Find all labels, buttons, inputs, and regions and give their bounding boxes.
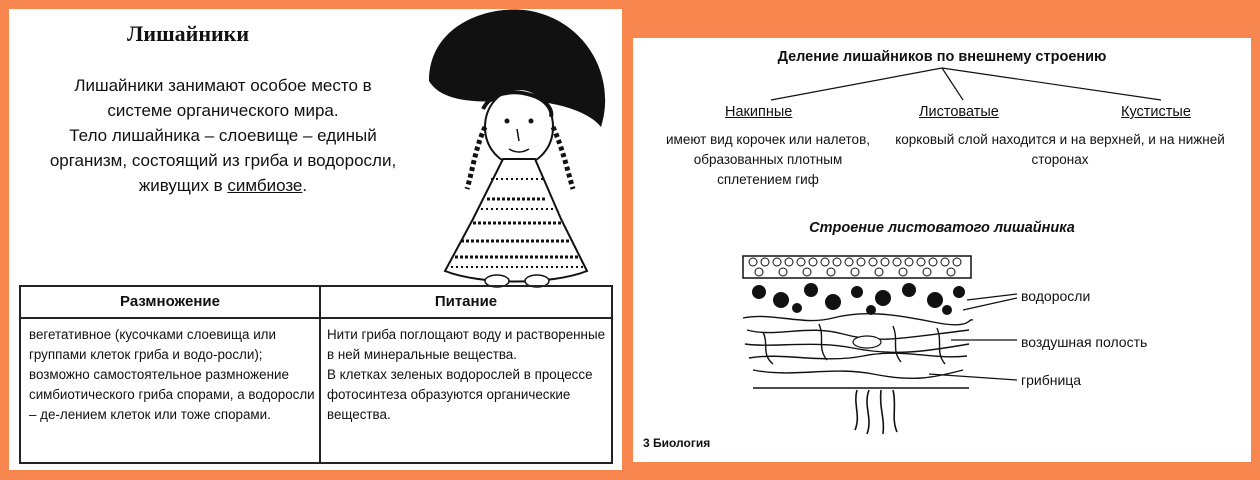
intro-line-2 bbox=[43, 123, 403, 198]
reproduction-cell: вегетативное (кусочками слоевища или группами клеток гриба и водо-росли); возможно самостоятельное размножение симбиотического гриба спорами, а водоросли – де-лением клеток или тоже спорами. bbox=[29, 327, 315, 422]
classification-title: Деление лишайников по внешнему строению bbox=[777, 49, 1107, 65]
callout-algae: водоросли bbox=[1021, 288, 1091, 304]
intro-line-1: Лишайники занимают особое место в системе органического мира. bbox=[74, 76, 372, 120]
desc-foliose: корковый слой находится и на верхней, и на нижней сторонах bbox=[895, 132, 1225, 167]
type-crustose: Накипные bbox=[725, 104, 793, 120]
intro-text bbox=[43, 73, 403, 198]
right-panel bbox=[633, 38, 1251, 462]
nutrition-cell bbox=[327, 325, 609, 425]
lichen-table bbox=[19, 285, 613, 464]
desc-crustose: имеют вид корочек или налетов, образованных плотным сплетением гиф bbox=[666, 132, 870, 187]
page-label: 3 Биология bbox=[643, 436, 711, 450]
table-divider bbox=[319, 287, 321, 462]
nutrition-text-1: Нити гриба поглощают воду и растворенные в ней минеральные вещества. bbox=[327, 327, 606, 362]
intro-part-a: Тело лишайника – bbox=[69, 126, 219, 145]
term-thallus: слоевище bbox=[218, 126, 299, 145]
term-symbiosis: симбиозе bbox=[227, 176, 303, 195]
nutrition-header: Питание bbox=[319, 287, 613, 319]
lichen-cross-section bbox=[733, 248, 1013, 438]
callout-air-cavity: воздушная полость bbox=[1021, 334, 1148, 350]
type-fruticose: Кустистые bbox=[1121, 104, 1191, 120]
lichen-title: Лишайники bbox=[127, 21, 250, 46]
nutrition-text-2: В клетках зеленых водорослей в процессе фотосинтеза образуются органические вещества. bbox=[327, 367, 593, 422]
type-foliose: Листоватые bbox=[919, 104, 999, 120]
intro-part-c: – единый организм, состоящий из гриба и водоросли, живущих в bbox=[49, 126, 397, 195]
structure-title: Строение листоватого лишайника bbox=[809, 220, 1075, 236]
callout-mycelium: грибница bbox=[1021, 372, 1082, 388]
left-panel bbox=[9, 9, 622, 470]
girl-mushroom-illustration bbox=[411, 9, 621, 291]
intro-period: . bbox=[302, 176, 308, 195]
reproduction-header: Размножение bbox=[21, 287, 319, 319]
